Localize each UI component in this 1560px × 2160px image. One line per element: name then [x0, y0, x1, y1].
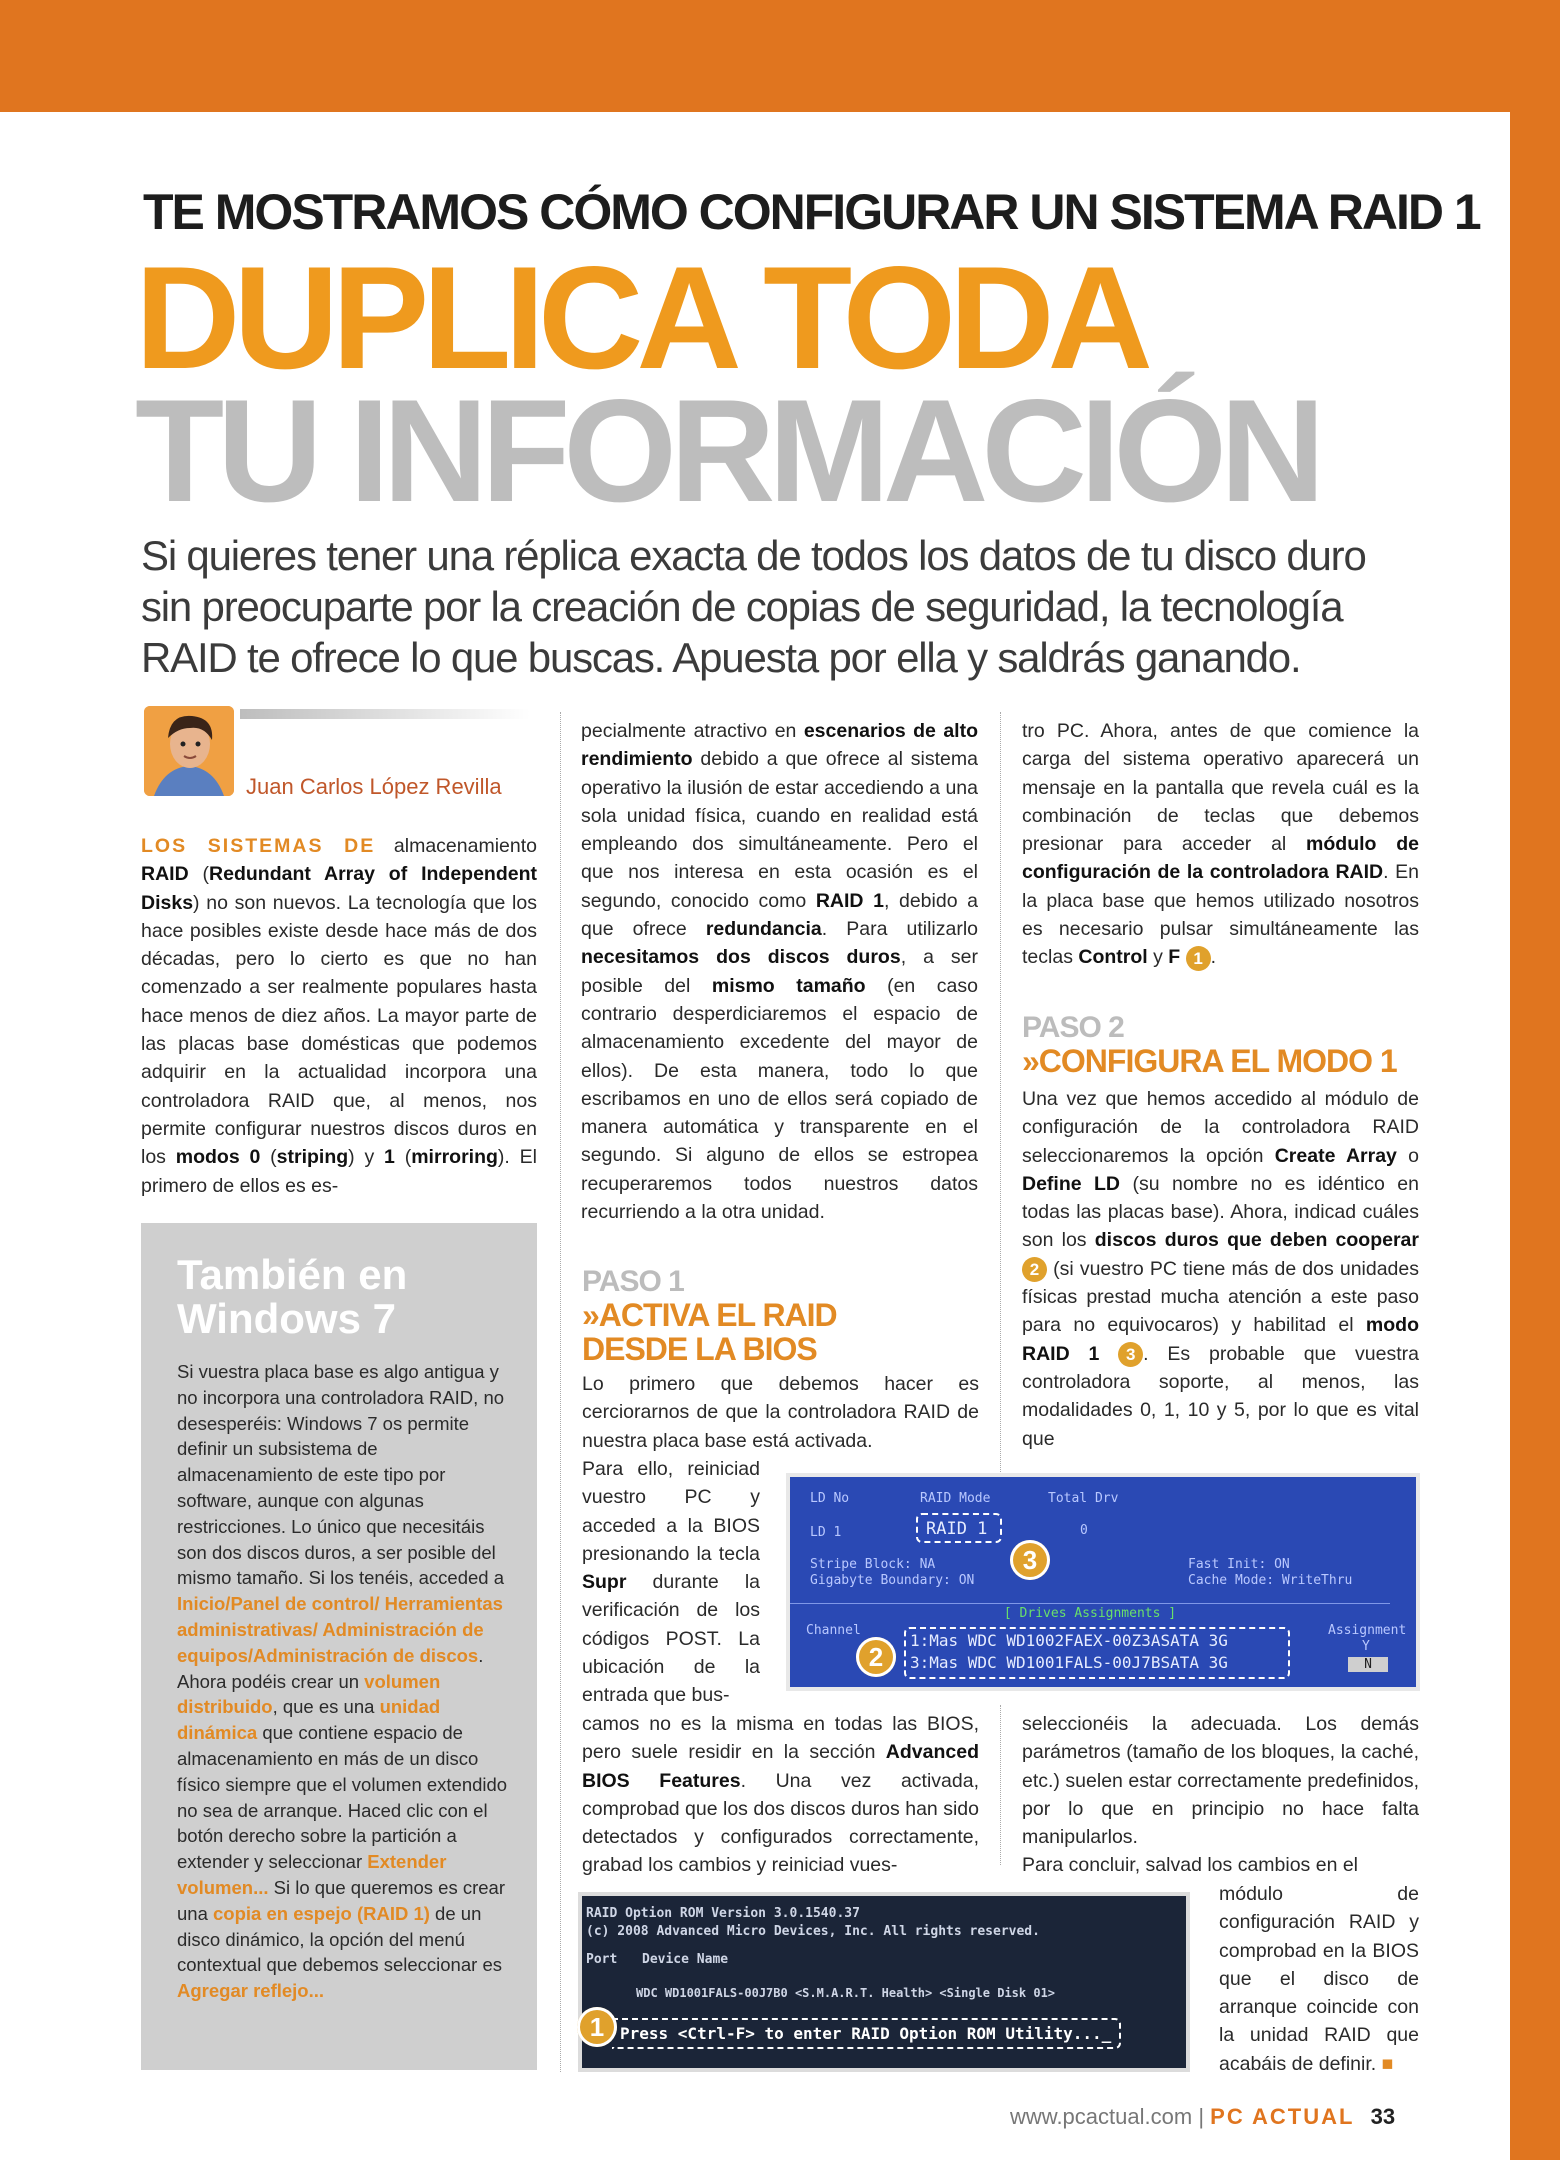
step-2-text-a: Una vez que hemos accedido al módulo de configuración de la controladora RAID seleccionaremos la opción Create Array o Define LD (su nombre no es idéntico en todas las placas base). Ahora, indicad cuáles son los discos duros que deben cooperar 2 (si vuestro PC tiene más de dos unidades físicas prestad mucha atención a este paso para no equivocaros) y habilitad el modo RAID 1 3 . Es probable que vuestra controladora soporte, al menos, las modalidades 0, 1, 10 y 5, por lo que es vital que: [1022, 1088, 1420, 1450]
page-number: 33: [1370, 2104, 1396, 2129]
bios-drives-assign: [ Drives Assignments ]: [790, 1603, 1390, 1621]
article-title-line2: TU INFORMACIÓN: [135, 369, 1319, 532]
bios-rom-copyright: (c) 2008 Advanced Micro Devices, Inc. All rights reserved.: [586, 1924, 1040, 1939]
step-1-heading: [582, 1266, 962, 1366]
bios-drv-value: 0: [1080, 1523, 1088, 1538]
bios-fast-init: Fast Init: ON: [1188, 1557, 1290, 1572]
page-footer: [1010, 2104, 1395, 2130]
bios-gigabyte-boundary: Gigabyte Boundary: ON: [810, 1573, 975, 1588]
step-1-text-c: camos no es la misma en todas las BIOS, pero suele residir en la sección Advanced BIOS Features. Una vez activada, comprobad que los dos discos duros han sido detectados y configurados correctamente, grabad los cambios y reiniciad vues-: [582, 1713, 979, 1877]
sidebar-title: También en Windows 7: [177, 1251, 408, 1342]
body-column-2: pecialmente atractivo en escenarios de alto rendimiento debido a que ofrece al sistema operativo la ilusión de estar accediendo a una sola unidad física, cuando en realidad está empleando dos simultáneamente. Pero el que nos interesa en esta ocasión es el segundo, conocido como RAID 1, debido a que ofrece redundancia. Para utilizarlo necesitamos dos discos duros, a ser posible del mismo tamaño (en caso contrario desperdiciaremos el espacio de almacenamiento excedente del mayor de ellos). De esta manera, todo lo que escribamos en uno de ellos será copiado de manera automática y transparente en el segundo. Si alguno de ellos se estropea recuperaremos todos nuestros datos recurriendo a la otra unidad.: [581, 720, 978, 1224]
right-color-bar: [1510, 0, 1560, 2160]
bios-raid-mode: RAID Mode: [920, 1491, 991, 1506]
step-1-title: »ACTIVA EL RAID DESDE LA BIOS: [582, 1297, 837, 1367]
top-color-bar: [0, 0, 1560, 112]
author-avatar: [144, 706, 234, 796]
step-2-heading: [1022, 1012, 1442, 1078]
column-divider: [560, 712, 561, 2072]
article-title-line1: DUPLICA TODA: [135, 236, 1146, 399]
column-divider: [1000, 712, 1001, 1472]
bios-rom-version: RAID Option ROM Version 3.0.1540.37: [586, 1906, 860, 1921]
callout-badge-3-large: 3: [1010, 1540, 1050, 1580]
bios-n-value: N: [1348, 1657, 1388, 1672]
sidebar-body: Si vuestra placa base es algo antigua y no incorpora una controladora RAID, no desesperéis: Windows 7 os permite definir un subsistema de almacenamiento de este tipo por software, aunque con algunas restricciones. Lo único que necesitáis son dos discos duros, a ser posible del mismo tamaño. Si los tenéis, acceded a Inicio/Panel de control/ Herramientas administrativas/ Administración de equipos/Administración de discos. Ahora podéis crear un volumen distribuido, que es una unidad dinámica que contiene espacio de almacenamiento en más de un disco físico siempre que el volumen extendido no sea de arranque. Haced clic con el botón derecho sobre la partición a extender y seleccionar Extender volumen... Si lo que queremos es crear una copia en espejo (RAID 1) de un disco dinámico, la opción del menú contextual que debemos seleccionar es Agregar reflejo...: [177, 1361, 508, 2002]
bios-cache-mode: Cache Mode: WriteThru: [1188, 1573, 1353, 1588]
callout-badge-1: 1: [1186, 946, 1211, 971]
footer-url: www.pcactual.com: [1010, 2104, 1193, 2129]
lead-line: sin preocuparte por la creación de copias de seguridad, la tecnología: [141, 583, 1343, 630]
step-1-text-b: Para ello, reiniciad vuestro PC y acceded a la BIOS presionando la tecla Supr durante la verificación de los códigos POST. La ubicación de la entrada que bus-: [582, 1458, 760, 1707]
footer-separator: |: [1198, 2104, 1205, 2129]
bios-channel: Channel: [806, 1623, 861, 1638]
step-2-text-c: módulo de configuración RAID y comprobad en la BIOS que el disco de arranque coincide con la unidad RAID que acabáis de definir. ■: [1219, 1883, 1419, 2075]
bios-row-ld: LD 1: [810, 1525, 842, 1540]
callout-badge-2-large: 2: [856, 1637, 896, 1677]
footer-brand: PC ACTUAL: [1210, 2104, 1355, 2129]
callout-badge-3: 3: [1118, 1342, 1143, 1367]
body-column-3: tro PC. Ahora, antes de que comience la carga del sistema operativo aparecerá un mensaje en la pantalla que revela cuál es la combinación de teclas que debemos presionar para acceder al módulo de configuración de la controladora RAID. En la placa base que hemos utilizado nosotros es necesario pulsar simultáneamente las teclas Control y F 1 .: [1022, 717, 1419, 972]
bios-y-value: Y: [1362, 1639, 1370, 1654]
callout-badge-1-large: 1: [577, 2007, 617, 2047]
bios-port-header: Port: [586, 1952, 618, 1967]
step-2-text-b: seleccionéis la adecuada. Los demás parámetros (tamaño de los bloques, la caché, etc.) suelen estar correctamente predefinidos, por lo que en principio no hace falta manipularlos. Para concluir, salvad los cambios en el: [1022, 1713, 1419, 1877]
body-column-1: LOS SISTEMAS DE almacenamiento RAID (Redundant Array of Independent Disks) no son nuevos. La tecnología que los hace posibles existe desde hace más de dos décadas, pero lo cierto es que no han comenzado a ser realmente populares hasta hace menos de diez años. La mayor parte de las placas base domésticas que podemos adquirir en la actualidad incorpora una controladora RAID que, al menos, nos permite configurar nuestros discos duros en los modos 0 (striping) y 1 (mirroring). El primero de ellos es es-: [141, 835, 537, 1197]
column-divider: [1000, 1705, 1001, 1865]
lead-line: RAID te ofrece lo que buscas. Apuesta por ella y saldrás ganando.: [141, 634, 1301, 681]
bios-device-row: WDC WD1001FALS-00J7B0 <S.M.A.R.T. Health> <Single Disk 01>: [636, 1986, 1056, 2000]
article-kicker: TE MOSTRAMOS CÓMO CONFIGURAR UN SISTEMA RAID 1: [143, 184, 1480, 240]
bios-stripe-block: Stripe Block: NA: [810, 1557, 936, 1572]
author-divider: [240, 709, 530, 719]
bios-assignment: Assignment: [1328, 1623, 1407, 1638]
bios-raid-value: RAID 1: [926, 1519, 988, 1539]
callout-badge-2: 2: [1022, 1257, 1047, 1282]
step-1-number: PASO 1: [582, 1265, 684, 1298]
step-1-text-a: Lo primero que debemos hacer es cerciorarnos de que la controladora RAID de nuestra placa base está activada.: [582, 1373, 979, 1452]
article-lead: [141, 530, 1441, 683]
bios-device-name-header: Device Name: [642, 1952, 729, 1967]
bios-drive-1: 1:Mas WDC WD1002FAEX-00Z3ASATA 3G: [910, 1631, 1228, 1650]
author-name: Juan Carlos López Revilla: [246, 774, 502, 799]
bios-press-ctrl-f: Press <Ctrl-F> to enter RAID Option ROM Utility..._: [612, 2018, 1121, 2049]
bios-drive-2: 3:Mas WDC WD1001FALS-00J7BSATA 3G: [910, 1653, 1228, 1672]
bios-ld-no: LD No: [810, 1491, 850, 1506]
step-2-title: »CONFIGURA EL MODO 1: [1022, 1043, 1397, 1079]
bios-total-drv: Total Drv: [1048, 1491, 1119, 1506]
sidebar-box: [141, 1223, 537, 2070]
bios-option-rom-screenshot: [578, 1892, 1190, 2072]
lead-line: Si quieres tener una réplica exacta de todos los datos de tu disco duro: [141, 532, 1366, 579]
step-2-number: PASO 2: [1022, 1011, 1124, 1044]
